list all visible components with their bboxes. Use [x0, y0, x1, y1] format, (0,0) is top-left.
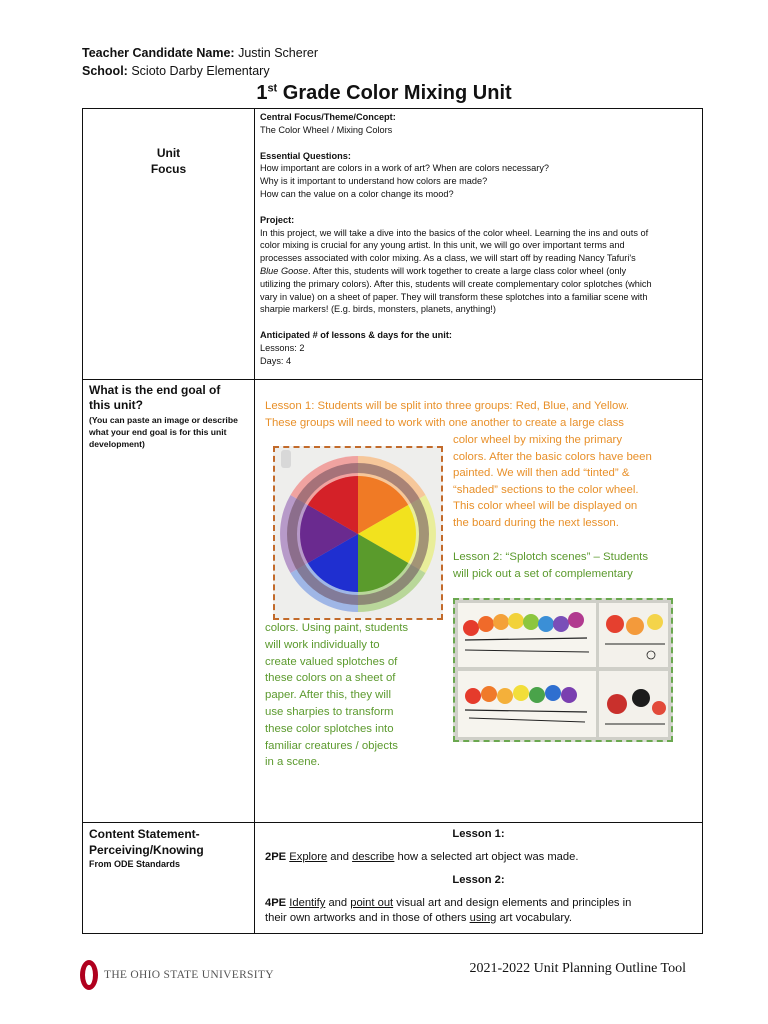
lesson2-text-line: will pick out a set of complementary	[453, 567, 633, 580]
osu-wordmark: THE OHIO STATE UNIVERSITY	[104, 969, 274, 981]
lesson2-heading: Lesson 2:	[452, 874, 505, 886]
content-statement-label-cell	[83, 823, 255, 934]
content-statement-content-cell	[255, 823, 703, 934]
lesson2-text-line: will work individually to	[265, 638, 380, 651]
unit-focus-content-cell	[255, 109, 703, 380]
splotch-scenes-photo	[453, 598, 673, 742]
lessons-heading: Anticipated # of lessons & days for the unit:	[260, 330, 452, 341]
unit-focus-row	[83, 109, 703, 380]
lesson1-text-line: colors. After the basic colors have been	[453, 450, 652, 463]
lesson1-text-line: Lesson 1: Students will be split into three groups: Red, Blue, and Yellow.	[265, 400, 630, 412]
essential-question: Why is it important to understand how colors are made?	[260, 176, 488, 187]
lesson1-text-line: color wheel by mixing the primary	[453, 434, 623, 446]
color-wheel-image	[275, 448, 441, 618]
unit-focus-label-2: Focus	[150, 162, 187, 176]
candidate-label: Teacher Candidate Name:	[82, 46, 235, 60]
end-goal-note: (You can paste an image or describe what your end goal is for this unit development)	[89, 415, 238, 449]
splotch-scenes-image	[455, 600, 671, 740]
lesson2-text-line: these color splotches into	[265, 722, 394, 735]
central-focus-heading: Central Focus/Theme/Concept:	[260, 112, 396, 122]
lesson1-text-line: painted. We will then add “tinted” &	[453, 467, 630, 480]
unit-table	[82, 108, 703, 934]
lesson1-heading: Lesson 1:	[452, 828, 505, 840]
book-title: Blue Goose	[260, 265, 309, 276]
project-line: sharpie markers! (E.g. birds, monsters, planets, anything!)	[260, 304, 496, 315]
project-line: processes associated with color mixing. As a class, we will start off by reading Nancy Tafuri's	[260, 253, 636, 264]
lesson1-text-line: “shaded” sections to the color wheel.	[453, 483, 639, 496]
unit-focus-label-cell	[83, 109, 255, 380]
school-name: Scioto Darby Elementary	[131, 64, 270, 78]
school-label: School:	[82, 64, 128, 78]
standard-2pe: 2PE Explore and describe how a selected art object was made.	[265, 851, 579, 863]
end-goal-content-cell	[255, 380, 703, 823]
essential-question: How important are colors in a work of art? When are colors necessary?	[260, 163, 550, 174]
project-line: utilizing the primary colors). After this, students will create complementary color splotches (which	[260, 278, 652, 289]
lesson1-text-line: These groups will need to work with one another to create a large class	[265, 417, 624, 429]
lessons-count: Lessons: 2	[260, 342, 305, 353]
school-line	[82, 64, 270, 78]
project-heading: Project:	[260, 214, 295, 225]
lesson2-text-line: paper. After this, they will	[265, 689, 391, 702]
end-goal-row	[83, 380, 703, 823]
content-statement-row	[83, 823, 703, 934]
days-count: Days: 4	[260, 355, 292, 366]
central-focus-text: The Color Wheel / Mixing Colors	[260, 124, 393, 135]
project-line: color mixing is crucial for any young artist. In this unit, we will go over important terms and	[260, 240, 625, 251]
lesson2-text-line: use sharpies to transform	[265, 705, 394, 718]
lesson1-text-line: the board during the next lesson.	[453, 516, 619, 529]
essential-questions-heading: Essential Questions:	[260, 150, 351, 161]
end-goal-label-2: this unit?	[89, 398, 143, 412]
lesson2-text-line: familiar creatures / objects	[265, 739, 398, 752]
standard-4pe-line2: their own artworks and in those of others using art vocabulary.	[265, 912, 572, 924]
unit-focus-label-1: Unit	[156, 146, 181, 160]
block-o-icon	[80, 960, 98, 990]
lesson1-text-line: This color wheel will be displayed on	[453, 500, 638, 513]
candidate-name: Justin Scherer	[238, 46, 318, 60]
project-line: In this project, we will take a dive into the basics of the color wheel. Learning the ins and outs of	[260, 227, 649, 238]
project-line: vary in value) on a sheet of paper. They will transform these splotches into a familiar scene with	[260, 291, 648, 302]
lesson2-text-line: colors. Using paint, students	[265, 622, 409, 634]
color-wheel-photo	[273, 446, 443, 620]
project-line: Blue Goose. After this, students will work together to create a large class color wheel (only	[260, 265, 627, 276]
lesson2-text-line: these colors on a sheet of	[265, 672, 396, 685]
end-goal-label-1: What is the end goal of	[89, 383, 221, 397]
standard-4pe: 4PE Identify and point out visual art and design elements and principles in	[265, 897, 632, 909]
lesson2-text-line: create valued splotches of	[265, 655, 398, 668]
page-title: 1st Grade Color Mixing Unit	[256, 82, 512, 104]
osu-logo	[80, 958, 274, 992]
lesson2-text-line: Lesson 2: “Splotch scenes” – Students	[453, 551, 649, 563]
content-statement-label-2: Perceiving/Knowing	[89, 843, 204, 857]
candidate-line	[82, 46, 318, 60]
content-statement-label-3: From ODE Standards	[89, 859, 181, 869]
end-goal-label-cell	[83, 380, 255, 823]
essential-question: How can the value on a color change its mood?	[260, 188, 454, 199]
content-statement-label-1: Content Statement-	[89, 827, 200, 841]
tool-footer-text: 2021-2022 Unit Planning Outline Tool	[469, 961, 686, 976]
lesson2-text-line: in a scene.	[265, 756, 321, 769]
